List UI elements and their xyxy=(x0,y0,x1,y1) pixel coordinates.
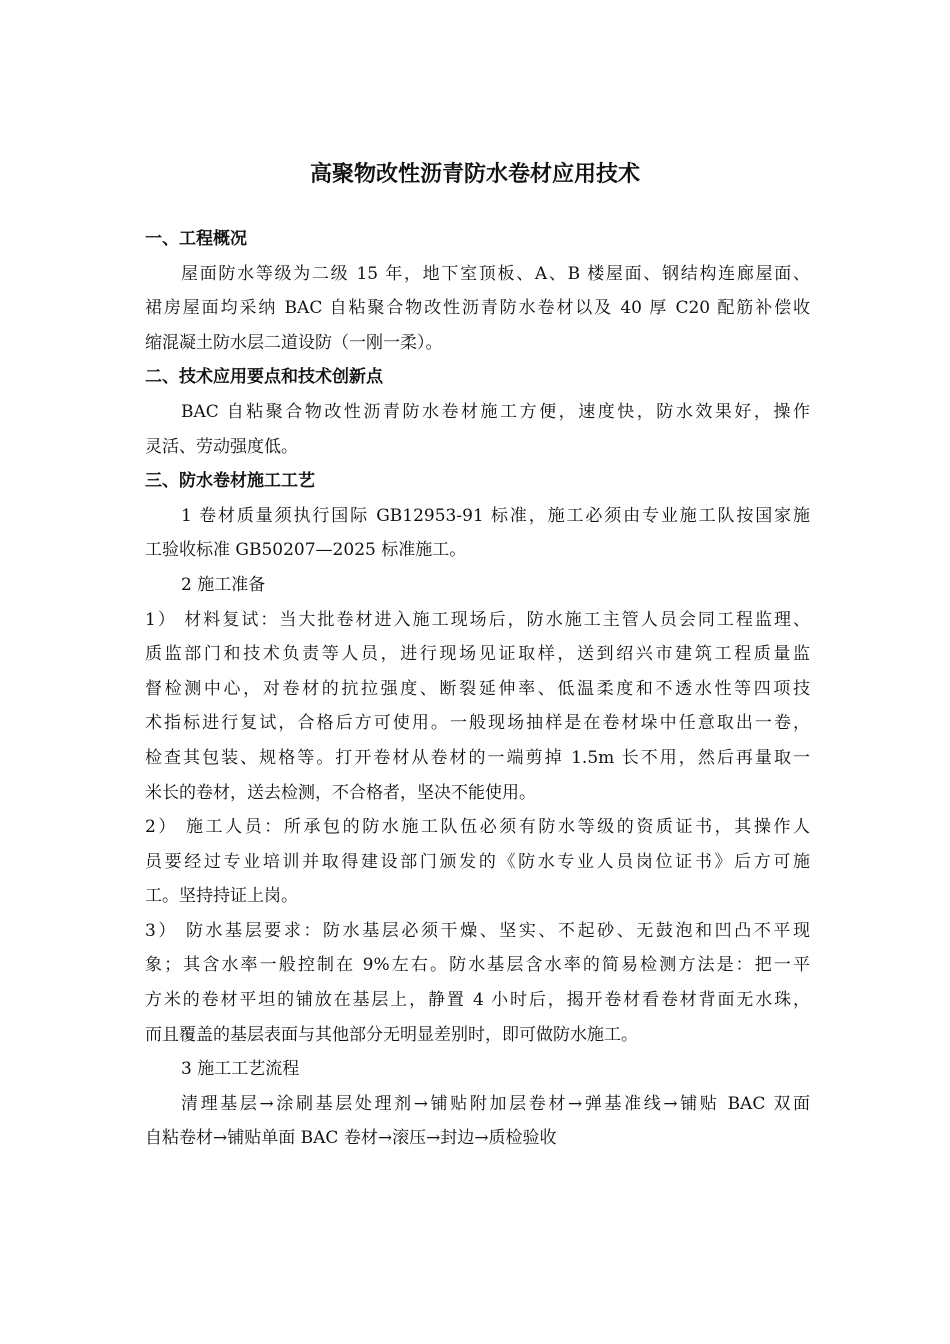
paragraph-line: 员要经过专业培训并取得建设部门颁发的《防水专业人员岗位证书》后方可施 xyxy=(145,851,810,872)
paragraph-line: 检查其包装、规格等。打开卷材从卷材的一端剪掉 1.5m 长不用，然后再量取一 xyxy=(145,747,810,768)
paragraph-line: 而且覆盖的基层表面与其他部分无明显差别时，即可做防水施工。 xyxy=(145,1024,638,1045)
paragraph-line: 工验收标准 GB50207—2025 标准施工。 xyxy=(145,540,467,561)
paragraph-line: 2） 施工人员：所承包的防水施工队伍必须有防水等级的资质证书，其操作人 xyxy=(145,817,810,838)
paragraph-line: 清理基层→涂刷基层处理剂→铺贴附加层卷材→弹基准线→铺贴 BAC 双面 xyxy=(181,1093,810,1114)
subheading-workflow: 3 施工工艺流程 xyxy=(181,1059,300,1080)
paragraph-line: 术指标进行复试，合格后方可使用。一般现场抽样是在卷材垛中任意取出一卷， xyxy=(145,713,810,734)
paragraph-line: 1 卷材质量须执行国际 GB12953-91 标准，施工必须由专业施工队按国家施 xyxy=(181,505,810,526)
paragraph-line: 督检测中心，对卷材的抗拉强度、断裂延伸率、低温柔度和不透水性等四项技 xyxy=(145,678,810,699)
section-heading-process: 三、防水卷材施工工艺 xyxy=(145,471,315,492)
paragraph-line: 1） 材料复试：当大批卷材进入施工现场后，防水施工主管人员会同工程监理、 xyxy=(145,609,810,630)
document-body xyxy=(145,222,810,1156)
paragraph-line: 象；其含水率一般控制在 9%左右。防水基层含水率的简易检测方法是：把一平 xyxy=(145,955,810,976)
paragraph-line: 缩混凝土防水层二道设防（一刚一柔）。 xyxy=(145,332,443,353)
paragraph-line: 自粘卷材→铺贴单面 BAC 卷材→滚压→封边→质检验收 xyxy=(145,1128,557,1149)
paragraph-line: 裙房屋面均采纳 BAC 自粘聚合物改性沥青防水卷材以及 40 厚 C20 配筋补偿收 xyxy=(145,298,810,319)
document-title: 高聚物改性沥青防水卷材应用技术 xyxy=(309,162,640,187)
paragraph-line: 质监部门和技术负责等人员，进行现场见证取样，送到绍兴市建筑工程质量监 xyxy=(145,644,810,665)
paragraph-line: 屋面防水等级为二级 15 年，地下室顶板、A、B 楼屋面、钢结构连廊屋面、 xyxy=(181,263,810,284)
paragraph-line: 米长的卷材，送去检测，不合格者，坚决不能使用。 xyxy=(145,782,536,803)
paragraph-line: 方米的卷材平坦的铺放在基层上，静置 4 小时后，揭开卷材看卷材背面无水珠， xyxy=(145,990,810,1011)
section-heading-tech-points: 二、技术应用要点和技术创新点 xyxy=(145,367,383,388)
paragraph-line: 3） 防水基层要求：防水基层必须干燥、坚实、不起砂、无鼓泡和凹凸不平现 xyxy=(145,920,810,941)
subheading-preparation: 2 施工准备 xyxy=(181,574,266,595)
paragraph-line: 灵活、劳动强度低。 xyxy=(145,436,298,457)
paragraph-line: 工。坚持持证上岗。 xyxy=(145,886,298,907)
paragraph-line: BAC 自粘聚合物改性沥青防水卷材施工方便，速度快，防水效果好，操作 xyxy=(181,401,810,422)
section-heading-overview: 一、工程概况 xyxy=(145,229,247,249)
